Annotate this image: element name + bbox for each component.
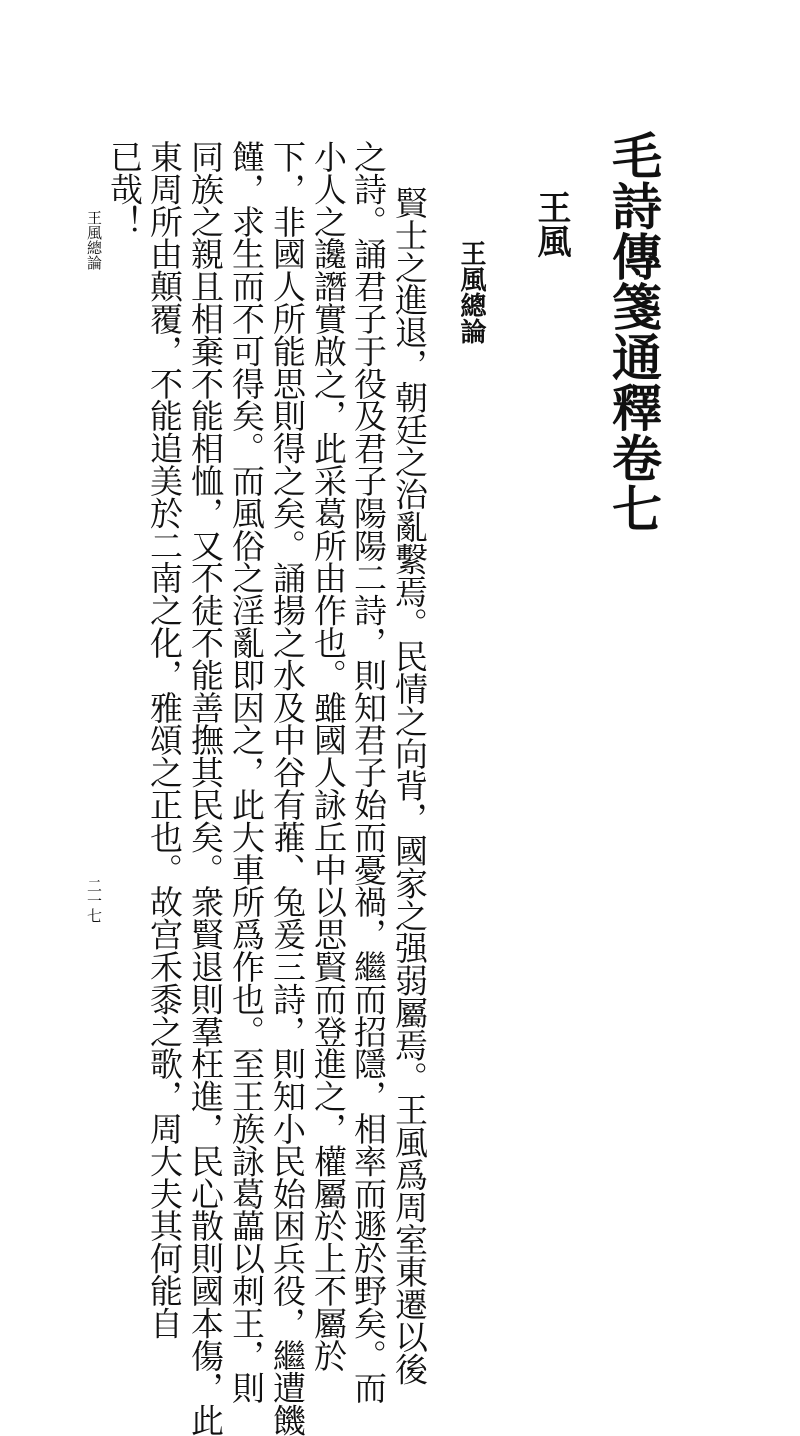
subsection-title: 王風總論 xyxy=(456,240,486,344)
section-title: 王風 xyxy=(531,190,571,258)
body-line: 之詩。誦君子于役及君子陽陽二詩，則知君子始而憂禍，繼而招隱，相率而遯於野矣。而 xyxy=(349,140,388,1404)
page-number: 二一七 xyxy=(85,878,103,923)
book-title: 毛詩傳箋通釋卷七 xyxy=(604,130,663,534)
body-line: 東周所由顛覆，不能追美於二南之化，雅頌之正也。故宫禾黍之歌，周大夫其何能自 xyxy=(145,140,184,1339)
running-head: 王風總論 xyxy=(85,210,103,270)
body-line: 已哉！ xyxy=(105,140,144,238)
body-line: 小人之讒譖實啟之，此采葛所由作也。雖國人詠丘中以思賢而登進之，權屬於上不屬於 xyxy=(309,140,348,1372)
body-line: 同族之親且相棄不能相恤，又不徒不能善撫其民矣。衆賢退則羣枉進，民心散則國本傷，此 xyxy=(186,140,225,1436)
body-line: 下，非國人所能思則得之矣。誦揚之水及中谷有蓷、兔爰三詩，則知小民始困兵役，繼遭饑 xyxy=(268,140,307,1436)
body-line: 賢士之進退，朝廷之治亂繫焉。民情之向背，國家之强弱屬焉。王風爲周室東遷以後 xyxy=(390,186,429,1385)
body-line: 饉，求生而不可得矣。而風俗之淫亂即因之，此大車所爲作也。至王族詠葛藟以刺王，則 xyxy=(227,140,266,1404)
